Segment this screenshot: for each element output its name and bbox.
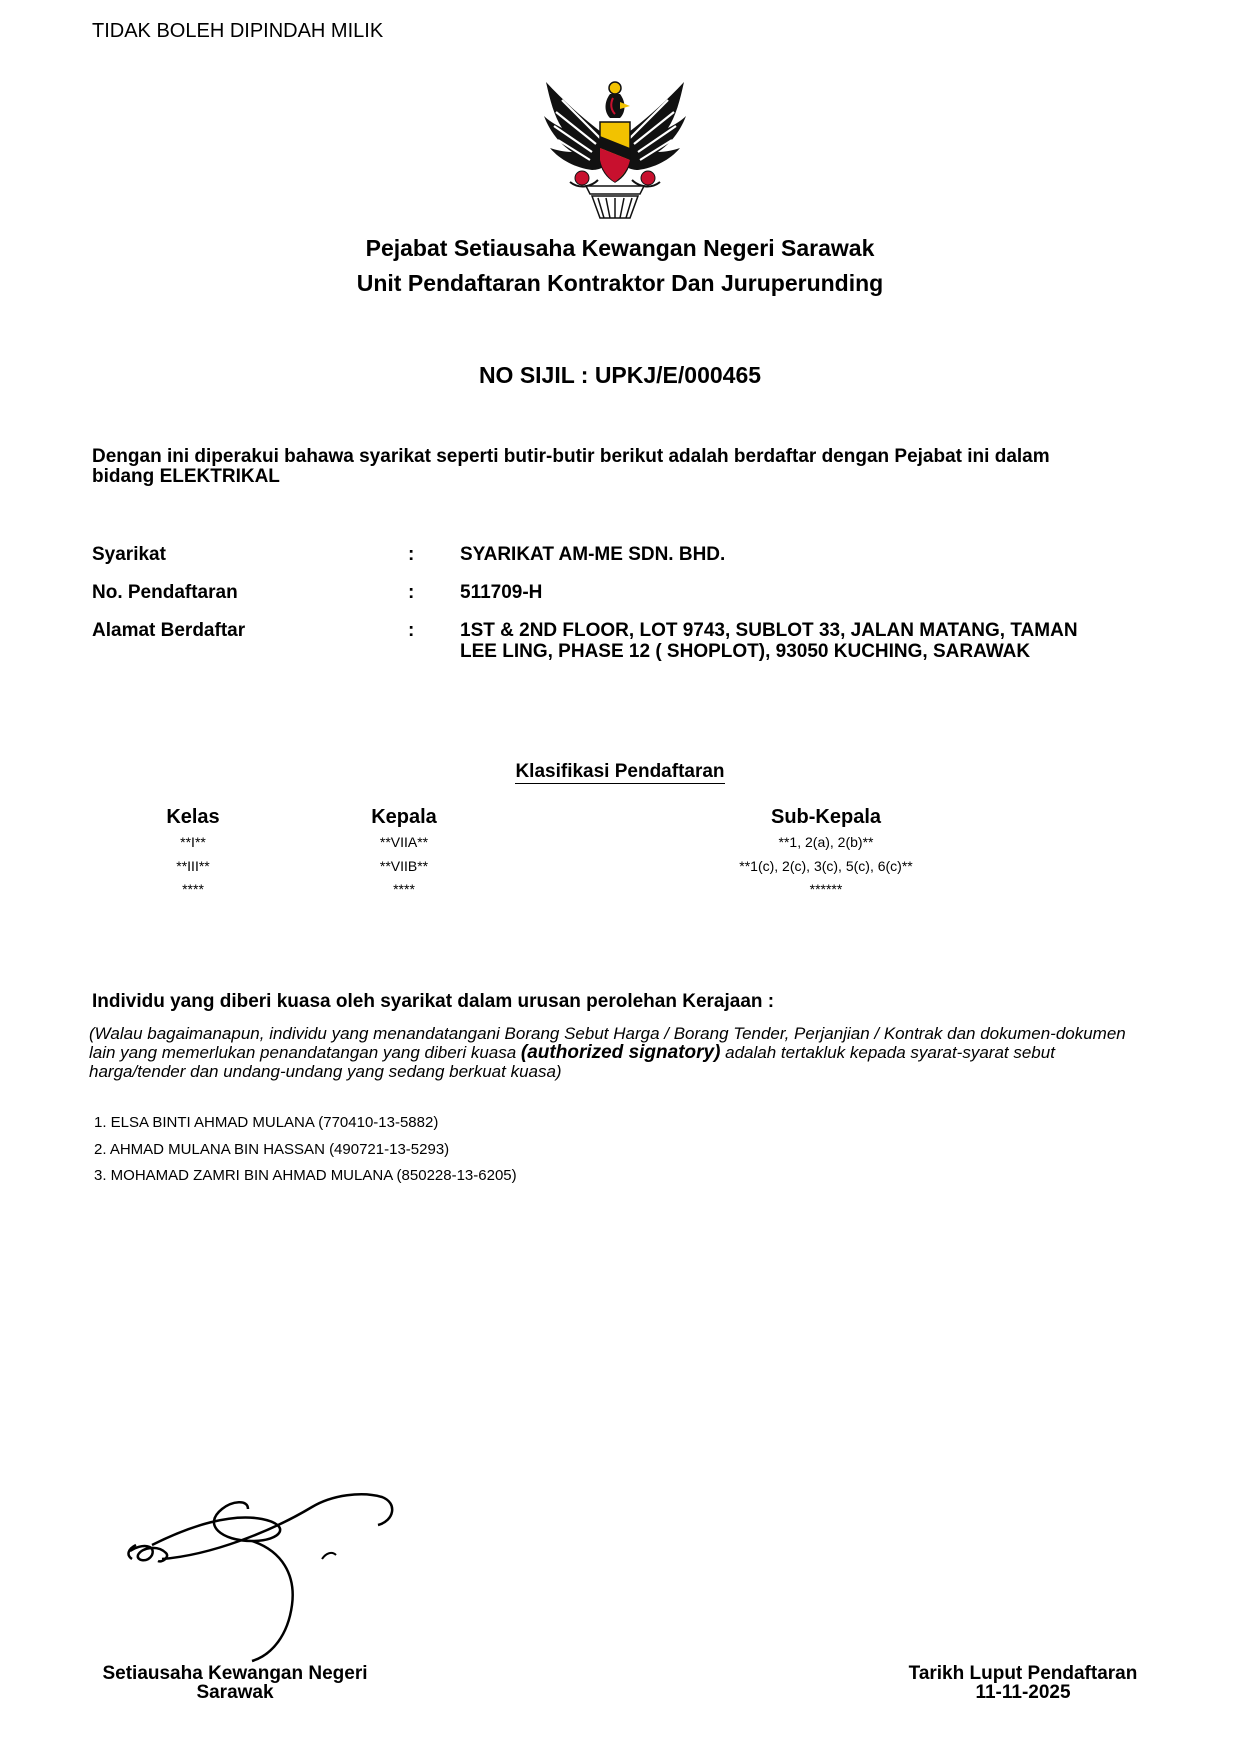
detail-separator: : xyxy=(408,544,415,565)
detail-label: Syarikat xyxy=(92,544,166,565)
detail-separator: : xyxy=(408,620,415,641)
table-cell: **VIIA** xyxy=(379,834,429,850)
statement-text: Dengan ini diperakui bahawa syarikat seperti butir-butir berikut adalah berdaftar dengan Pejabat ini dalam bidang xyxy=(92,446,1050,487)
signature-icon xyxy=(122,1485,422,1665)
note-text: adalah tertakluk kepada syarat-syarat sebut harga/tender dan undang-undang yang sedang berkuat kuasa) xyxy=(89,1043,1055,1081)
detail-value: 1ST & 2ND FLOOR, LOT 9743, SUBLOT 33, JALAN MATANG, TAMAN LEE LING, PHASE 12 ( SHOPLOT), 93050 KUCHING, SARAWAK xyxy=(460,620,1078,662)
detail-label: No. Pendaftaran xyxy=(92,582,238,603)
table-cell: ****** xyxy=(809,881,843,897)
registration-statement xyxy=(92,447,1102,487)
signatory-title-line: Setiausaha Kewangan Negeri xyxy=(102,1663,368,1684)
table-cell: **III** xyxy=(176,858,210,874)
table-cell: **1, 2(a), 2(b)** xyxy=(778,834,874,850)
column-header-head: Kepala xyxy=(371,806,437,828)
table-cell: **I** xyxy=(180,834,206,850)
authorized-heading: Individu yang diberi kuasa oleh syarikat dalam urusan perolehan Kerajaan : xyxy=(92,991,775,1012)
column-header-class: Kelas xyxy=(166,806,220,828)
expiry-date: 11-11-2025 xyxy=(975,1682,1071,1703)
table-cell: **** xyxy=(393,881,415,897)
expiry-block xyxy=(878,1664,1168,1702)
column-header-subhead: Sub-Kepala xyxy=(770,806,882,828)
non-transferable-note: TIDAK BOLEH DIPINDAH MILIK xyxy=(92,20,384,42)
list-item: 3. MOHAMAD ZAMRI BIN AHMAD MULANA (850228-13-6205) xyxy=(94,1167,517,1184)
list-item: 2. AHMAD MULANA BIN HASSAN (490721-13-5293) xyxy=(94,1141,450,1158)
registration-field: ELEKTRIKAL xyxy=(159,466,280,487)
list-item: 1. ELSA BINTI AHMAD MULANA (770410-13-5882) xyxy=(94,1114,439,1131)
sarawak-crest-icon xyxy=(540,78,690,223)
detail-label: Alamat Berdaftar xyxy=(92,620,246,641)
classification-title-text: Klasifikasi Pendaftaran xyxy=(515,761,725,782)
table-cell: **** xyxy=(182,881,204,897)
note-text: (Walau bagaimanapun, individu yang menandatangani Borang Sebut Harga / Borang Tender, Perjanjian / Kontrak dan dokumen-dokumen lain yang memerlukan penandatangan yang diberi kuasa xyxy=(89,1024,1126,1062)
note-emphasis: (authorized signatory) xyxy=(520,1042,721,1063)
classification-title xyxy=(0,761,1240,783)
signatory-title xyxy=(75,1664,395,1702)
expiry-label: Tarikh Luput Pendaftaran xyxy=(908,1663,1138,1684)
certificate-number: NO SIJIL : UPKJ/E/000465 xyxy=(478,362,762,388)
unit-name: Unit Pendaftaran Kontraktor Dan Juruperunding xyxy=(356,270,884,296)
office-name: Pejabat Setiausaha Kewangan Negeri Sarawak xyxy=(365,235,875,261)
detail-separator: : xyxy=(408,582,415,603)
authorized-note xyxy=(89,1024,1139,1081)
table-cell: **VIIB** xyxy=(379,858,429,874)
detail-value: SYARIKAT AM-ME SDN. BHD. xyxy=(460,544,726,565)
detail-value: 511709-H xyxy=(460,582,543,603)
signatory-title-line: Sarawak xyxy=(196,1682,274,1703)
table-cell: **1(c), 2(c), 3(c), 5(c), 6(c)** xyxy=(739,858,913,874)
